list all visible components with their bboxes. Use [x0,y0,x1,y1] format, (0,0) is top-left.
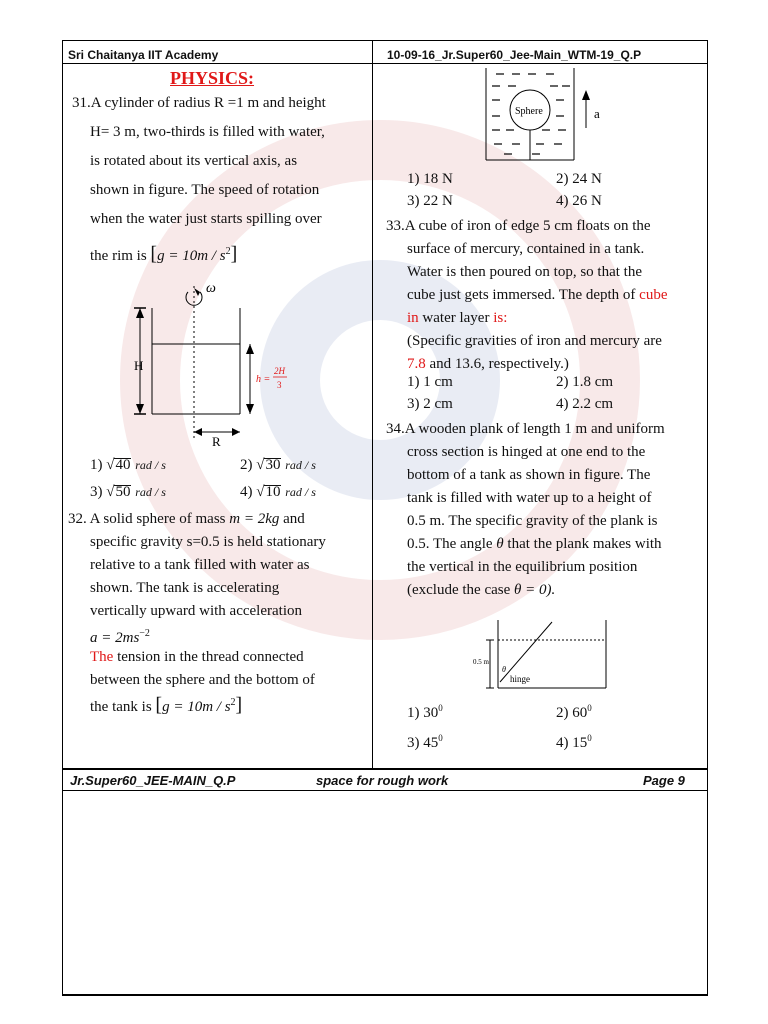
q31-line: H= 3 m, two-thirds is filled with water, [90,124,325,140]
q31-fig-h-num: 2H [274,366,285,376]
q31-rim-text: the rim is [90,248,147,264]
q32-fig-sphere: Sphere [515,106,543,117]
q32-line-last: the tank is $[g = 10m / s^2]$ [90,694,243,716]
q31-cylinder-figure [128,278,288,450]
q33-line: Water is then poured on top, so that the [407,264,642,280]
column-divider [372,40,373,768]
q32-line: between the sphere and the bottom of [90,672,315,688]
q33-line-5: in water layer is: [407,310,508,326]
header-institute: Sri Chaitanya IIT Academy [68,48,219,62]
q34-option-1[interactable]: 1) $30^0$ [407,703,443,721]
q31-line: 31.A cylinder of radius R =1 m and height [72,95,326,111]
section-title: PHYSICS: [170,68,255,88]
q32-tank-figure [484,68,614,164]
q32-option-2[interactable]: 2) 24 N [556,171,602,187]
q32-mass: m = 2kg [229,511,280,527]
q32-line: vertically upward with acceleration [90,603,302,619]
frame-bottom [62,994,708,996]
footer-rule-bottom [62,790,708,791]
q32-line: specific gravity s=0.5 is held stationary [90,534,326,550]
q34-line: tank is filled with water up to a height of [407,490,652,506]
q31-line-last: the rim is $[g = 10m / s^2]$ [90,243,238,265]
q32-option-4[interactable]: 4) 26 N [556,193,602,209]
q32-acceleration: $a = 2ms^{-2}$ [90,628,150,646]
frame-right [707,40,708,996]
q33-option-3[interactable]: 3) 2 cm [407,396,453,412]
q32-option-1[interactable]: 1) 18 N [407,171,453,187]
q34-fig-hinge: hinge [510,674,530,684]
q34-option-4[interactable]: 4) $15^0$ [556,733,592,751]
q32-option-3[interactable]: 3) 22 N [407,193,453,209]
q31-option-1[interactable]: 1) √40 rad / s [90,457,166,473]
header-paper-code: 10-09-16_Jr.Super60_Jee-Main_WTM-19_Q.P [387,48,642,62]
q31-fig-H: H [134,358,144,373]
q31-line: shown in figure. The speed of rotation [90,182,320,198]
frame-left [62,40,63,996]
q33-line: 33.A cube of iron of edge 5 cm floats on the [386,218,651,234]
q31-fig-omega: ω [206,281,216,296]
q31-option-3[interactable]: 3) √50 rad / s [90,484,166,500]
q33-line: surface of mercury, contained in a tank. [407,241,645,257]
q31-g-value: g = 10m / s [157,248,226,264]
footer-paper-name: Jr.Super60_JEE-MAIN_Q.P [70,773,236,788]
q34-option-2[interactable]: 2) $60^0$ [556,703,592,721]
q31-fig-R: R [212,434,221,449]
q32-line-tension: The tension in the thread connected [90,649,304,665]
q34-line: the vertical in the equilibrium position [407,559,638,575]
q33-option-1[interactable]: 1) 1 cm [407,374,453,390]
q31-line: when the water just starts spilling over [90,211,322,227]
header-rule [62,63,708,64]
q34-option-3[interactable]: 3) $45^0$ [407,733,443,751]
q33-line-4: cube just gets immersed. The depth of cube [407,287,668,303]
q32-fig-a: a [594,106,600,121]
q31-option-2[interactable]: 2) √30 rad / s [240,457,316,473]
q33-line: (Specific gravities of iron and mercury are [407,333,662,349]
q32-line: relative to a tank filled with water as [90,557,310,573]
q34-fig-depth: 0.5 m [473,658,489,666]
q34-line: cross section is hinged at one end to the [407,444,646,460]
frame-top [62,40,708,41]
q32-line-1: 32. A solid sphere of mass m = 2kg and [68,511,305,527]
q33-line-7: 7.8 and 13.6, respectively.) [407,356,569,372]
q31-option-4[interactable]: 4) √10 rad / s [240,484,316,500]
q31-fig-h-label: h = [256,374,271,385]
q34-fig-theta: θ [502,665,506,674]
footer-rule-top [62,768,708,770]
q34-line: 0.5 m. The specific gravity of the plank is [407,513,658,529]
q34-plank-figure [470,620,610,692]
q31-fig-h-den: 3 [277,380,282,390]
q34-line-8: (exclude the case θ = 0). [407,582,556,598]
q32-line: shown. The tank is accelerating [90,580,280,596]
q34-line: 34.A wooden plank of length 1 m and uniform [386,421,665,437]
q32-g-value: g = 10m / s [162,699,231,715]
q33-option-4[interactable]: 4) 2.2 cm [556,396,614,412]
footer-page-number: Page 9 [643,773,685,788]
q34-line-6: 0.5. The angle θ that the plank makes with [407,536,662,552]
q33-option-2[interactable]: 2) 1.8 cm [556,374,614,390]
footer-rough-work: space for rough work [316,773,449,788]
q34-line: bottom of a tank as shown in figure. The [407,467,651,483]
q31-line: is rotated about its vertical axis, as [90,153,298,169]
